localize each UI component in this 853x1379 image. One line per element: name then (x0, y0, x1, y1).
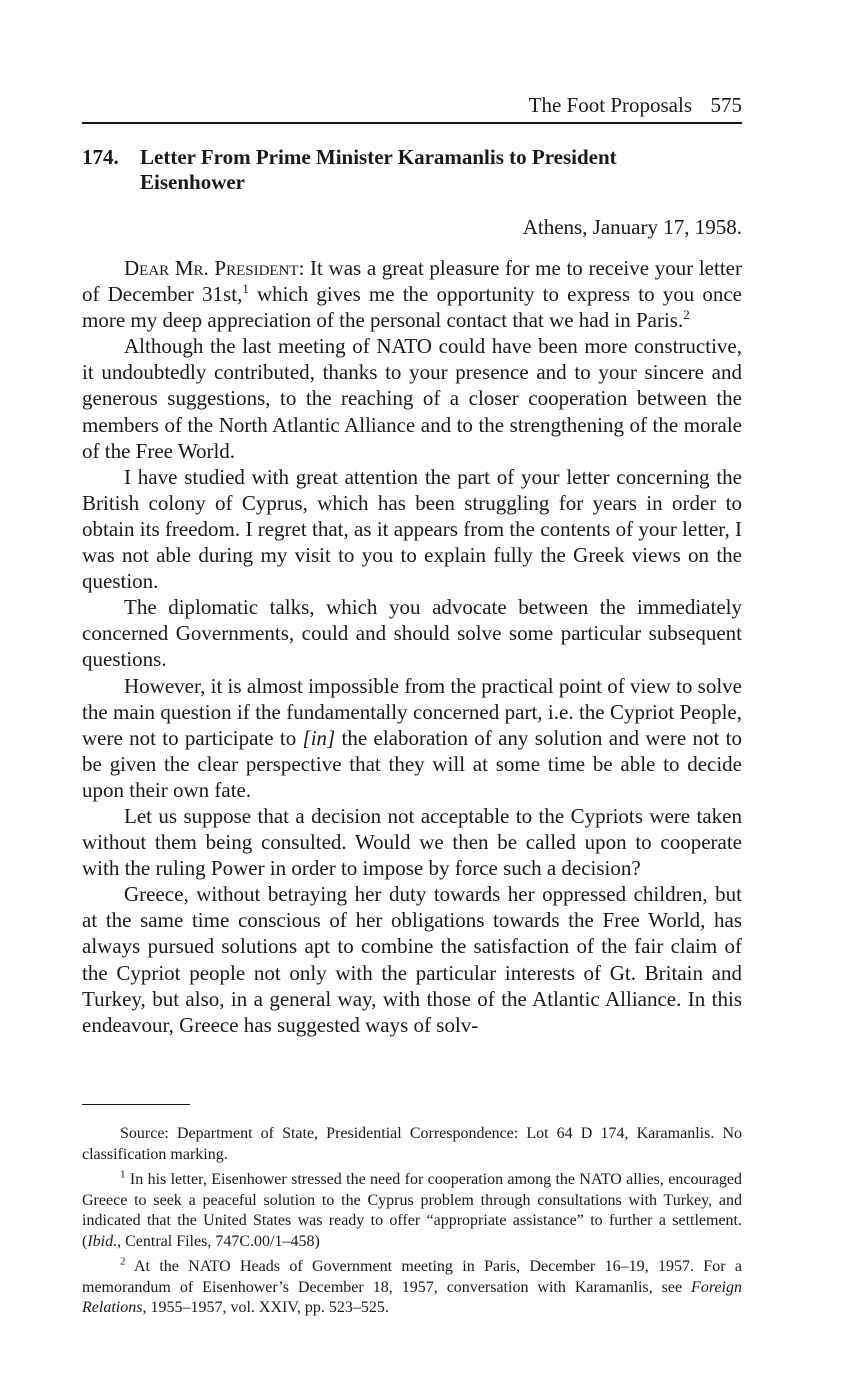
letter-body (82, 255, 742, 1038)
footnote-2-text-a: At the NATO Heads of Government meeting in Paris, December 16–19, 1957. For a memorandum of Eisenhower’s December 18, 1957, conversation with Karamanlis, see (82, 1258, 742, 1296)
paragraph-7: Greece, without betraying her duty towards her oppressed children, but at the same time conscious of her obligations towards the Free World, has always pursued solutions apt to combine the satisfaction of the fair claim of the Cypriot people not only with the particular interests of Gt. Britain and Turkey, but also, in a general way, with those of the Atlantic Alliance. In this endeavour, Greece has suggested ways of solv- (82, 882, 742, 1037)
footnote-1-text-b: , Central Files, 747C.00/1–458) (117, 1232, 320, 1250)
paragraph-1 (82, 255, 742, 333)
footnote-2-italic: Foreign Relations (82, 1278, 742, 1316)
dateline: Athens, January 17, 1958. (522, 215, 742, 239)
paragraph-5-text-b: the elaboration of any solution and were not to be given the clear perspective that they will at some time be able to decide upon their own fate. (82, 725, 742, 802)
document-title: Letter From Prime Minister Karamanlis to President Eisenhower (140, 145, 617, 194)
paragraph-2: Although the last meeting of NATO could have been more constructive, it undoubtedly contributed, thanks to your presence and to your sincere and generous suggestions, to the reaching of a closer cooperation between the members of the North Atlantic Alliance and to the strengthening of the morale of the Free World. (82, 334, 742, 463)
paragraph-3: I have studied with great attention the part of your letter concerning the British colony of Cyprus, which has been struggling for years in order to obtain its freedom. I regret that, as it appears from the contents of your letter, I was not able during my visit to you to explain fully the Greek views on the question. (82, 464, 742, 594)
salutation: Dear Mr. President: (124, 256, 305, 280)
paragraph-5 (82, 673, 742, 803)
footnote-1-ibid: Ibid. (87, 1232, 118, 1250)
editorial-insert: [in] (302, 725, 336, 750)
footnote-2 (82, 1257, 742, 1319)
running-title: The Foot Proposals (528, 93, 692, 117)
footnote-2-number: 2 (120, 1255, 126, 1268)
paragraph-6: Let us suppose that a decision not acceptable to the Cypriots were taken without them being consulted. Would we then be called upon to cooperate with the ruling Power in order to impose by force such a decision? (82, 803, 742, 881)
paragraph-4: The diplomatic talks, which you advocate between the immediately concerned Governments, could and should solve some particular subsequent questions. (82, 595, 742, 672)
footnotes (82, 1124, 742, 1324)
source-note: Source: Department of State, Presidential Correspondence: Lot 64 D 174, Karamanlis. No classification marking. (82, 1125, 742, 1163)
paragraph-1-text-b: which gives me the opportunity to express to you once more my deep appreciation of the personal contact that we had in Paris. (82, 282, 743, 333)
running-header (82, 92, 742, 124)
footnote-1-number: 1 (120, 1168, 126, 1181)
footnote-ref-2: 2 (683, 307, 690, 323)
paragraph-1-text-a: It was a great pleasure for me to receive your letter of December 31st, (82, 256, 742, 307)
paragraph-5-text-a: However, it is almost impossible from the practical point of view to solve the main question if the fundamentally concerned part, i.e. the Cypriot People, were not to participate to (82, 673, 742, 750)
document-number: 174. (82, 145, 119, 169)
footnote-divider (82, 1104, 190, 1105)
page-number: 575 (710, 93, 742, 117)
footnote-1 (82, 1170, 742, 1252)
footnote-1-text-a: In his letter, Eisenhower stressed the need for cooperation among the NATO allies, encouraged Greece to seek a peaceful solution to the Cyprus problem through consultations with Turkey, and indicated that the United States was ready to offer “appropriate assistance” to further a settlement. ( (82, 1171, 742, 1250)
footnote-2-text-b: , 1955–1957, vol. XXIV, pp. 523–525. (142, 1299, 389, 1316)
footnote-ref-1: 1 (242, 281, 249, 297)
